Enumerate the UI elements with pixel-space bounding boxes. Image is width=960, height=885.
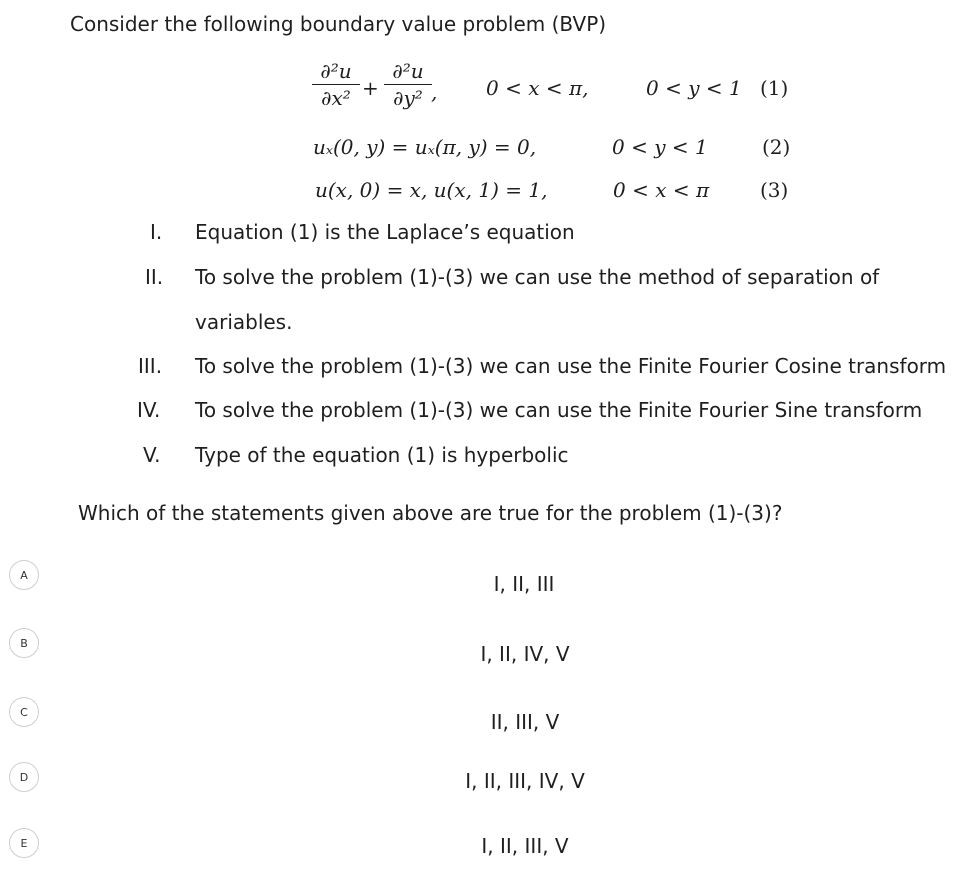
eq1-domain: 0 < x < π,: [486, 76, 589, 100]
eq2-expression: uₓ(0, y) = uₓ(π, y) = 0,: [313, 135, 537, 159]
eq3-expression: u(x, 0) = x, u(x, 1) = 1,: [315, 178, 548, 202]
eq1-denominator-2: ∂y²: [393, 86, 423, 110]
option-text-b[interactable]: I, II, IV, V: [480, 642, 570, 666]
question-prompt: Which of the statements given above are true for the problem (1)-(3)?: [78, 501, 783, 525]
statement-text-5: Type of the equation (1) is hyperbolic: [195, 443, 569, 467]
option-text-e[interactable]: I, II, III, V: [481, 834, 569, 858]
eq2-range: 0 < y < 1: [612, 135, 708, 159]
statement-text-2-continued: variables.: [195, 310, 293, 334]
eq1-comma: ,: [431, 80, 438, 104]
option-text-c[interactable]: II, III, V: [490, 710, 560, 734]
option-radio-c[interactable]: C: [9, 697, 39, 727]
eq1-numerator-2: ∂²u: [392, 59, 424, 83]
statement-numeral-2: II.: [145, 265, 164, 289]
eq2-tag: (2): [762, 135, 791, 159]
statement-text-4: To solve the problem (1)-(3) we can use the Finite Fourier Sine transform: [195, 398, 923, 422]
statement-numeral-1: I.: [150, 220, 163, 244]
statement-text-2: To solve the problem (1)-(3) we can use the method of separation of: [195, 265, 880, 289]
eq3-tag: (3): [760, 178, 789, 202]
eq1-range: 0 < y < 1: [646, 76, 742, 100]
statement-text-3: To solve the problem (1)-(3) we can use the Finite Fourier Cosine transform: [195, 354, 947, 378]
eq1-numerator-1: ∂²u: [320, 59, 352, 83]
question-intro: Consider the following boundary value problem (BVP): [70, 12, 607, 36]
option-radio-b[interactable]: B: [9, 628, 39, 658]
statement-numeral-3: III.: [138, 354, 163, 378]
fraction-d2u-dy2: [384, 60, 432, 109]
option-radio-d[interactable]: D: [9, 762, 39, 792]
option-text-a[interactable]: I, II, III: [493, 572, 555, 596]
statement-numeral-5: V.: [143, 443, 161, 467]
option-radio-e[interactable]: E: [9, 828, 39, 858]
statement-numeral-4: IV.: [137, 398, 161, 422]
eq3-range: 0 < x < π: [613, 178, 710, 202]
eq1-tag: (1): [760, 76, 789, 100]
statement-text-1: Equation (1) is the Laplace’s equation: [195, 220, 575, 244]
eq1-denominator-1: ∂x²: [321, 86, 351, 110]
option-radio-a[interactable]: A: [9, 560, 39, 590]
fraction-d2u-dx2: [312, 60, 360, 109]
eq1-plus: +: [362, 76, 379, 100]
option-text-d[interactable]: I, II, III, IV, V: [465, 769, 585, 793]
